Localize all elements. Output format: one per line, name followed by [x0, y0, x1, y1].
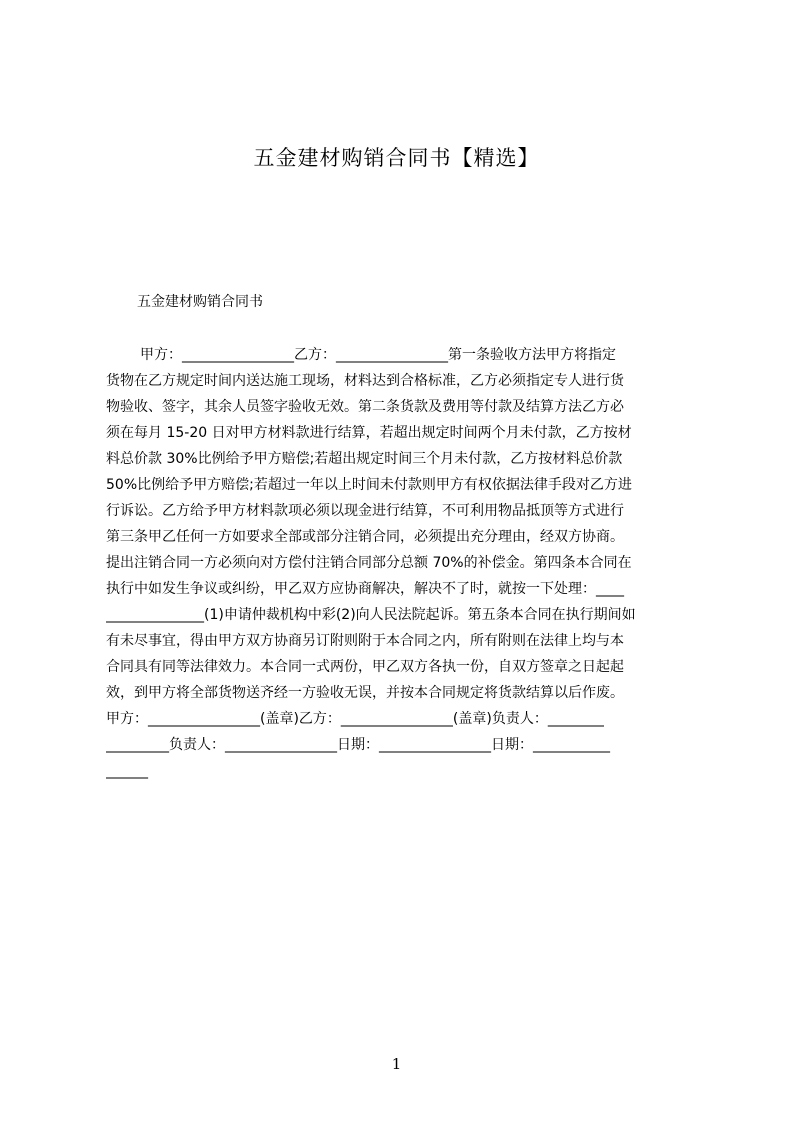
body-line: 料总价款 30%比例给予甲方赔偿;若超出规定时间三个月未付款，乙方按材料总价款: [106, 451, 623, 467]
body-line: 须在每月 15-20 日对甲方材料款进行结算，若超出规定时间两个月未付款，乙方按材: [106, 425, 632, 441]
body-line: 合同具有同等法律效力。本合同一式两份，甲乙双方各执一份，自双方签章之日起起: [106, 659, 624, 675]
body-line: ______________(1)申请仲裁机构中彩(2)向人民法院起诉。第五条本合同在执行期间如: [106, 607, 636, 623]
signature-line: 甲方：________________(盖章)乙方：________________(盖章)负责人：________: [106, 711, 604, 727]
body-line: 提出注销合同一方必须向对方偿付注销合同部分总额 70%的补偿金。第四条本合同在: [106, 555, 632, 571]
body-line: 行诉讼。乙方给予甲方材料款项必须以现金进行结算，不可利用物品抵顶等方式进行: [106, 503, 624, 519]
body-line: 甲方：________________乙方：________________第一条验收方法甲方将指定: [140, 347, 616, 363]
body-line: 第三条甲乙任何一方如要求全部或部分注销合同，必须提出充分理由，经双方协商。: [106, 529, 624, 545]
body-line: 物验收、签字，其余人员签字验收无效。第二条货款及费用等付款及结算方法乙方必: [106, 399, 624, 415]
document-subtitle: 五金建材购销合同书: [137, 294, 263, 310]
body-line: 执行中如发生争议或纠纷，甲乙双方应协商解决，解决不了时，就按一下处理：____: [106, 581, 624, 597]
document-title: 五金建材购销合同书【精选】: [253, 146, 540, 170]
signature-line: ______: [106, 763, 148, 779]
body-line: 效，到甲方将全部货物送齐经一方验收无误，并按本合同规定将货款结算以后作废。: [106, 685, 624, 701]
contract-body: [106, 342, 698, 784]
body-line: 50%比例给予甲方赔偿;若超过一年以上时间未付款则甲方有权依据法律手段对乙方进: [106, 477, 632, 493]
signature-line: _________负责人：________________日期：________________日期：___________: [106, 737, 610, 753]
body-line: 货物在乙方规定时间内送达施工现场，材料达到合格标准，乙方必须指定专人进行货: [106, 373, 624, 389]
page-number: 1: [391, 1055, 402, 1073]
body-line: 有未尽事宜，得由甲方双方协商另订附则附于本合同之内，所有附则在法律上均与本: [106, 633, 624, 649]
